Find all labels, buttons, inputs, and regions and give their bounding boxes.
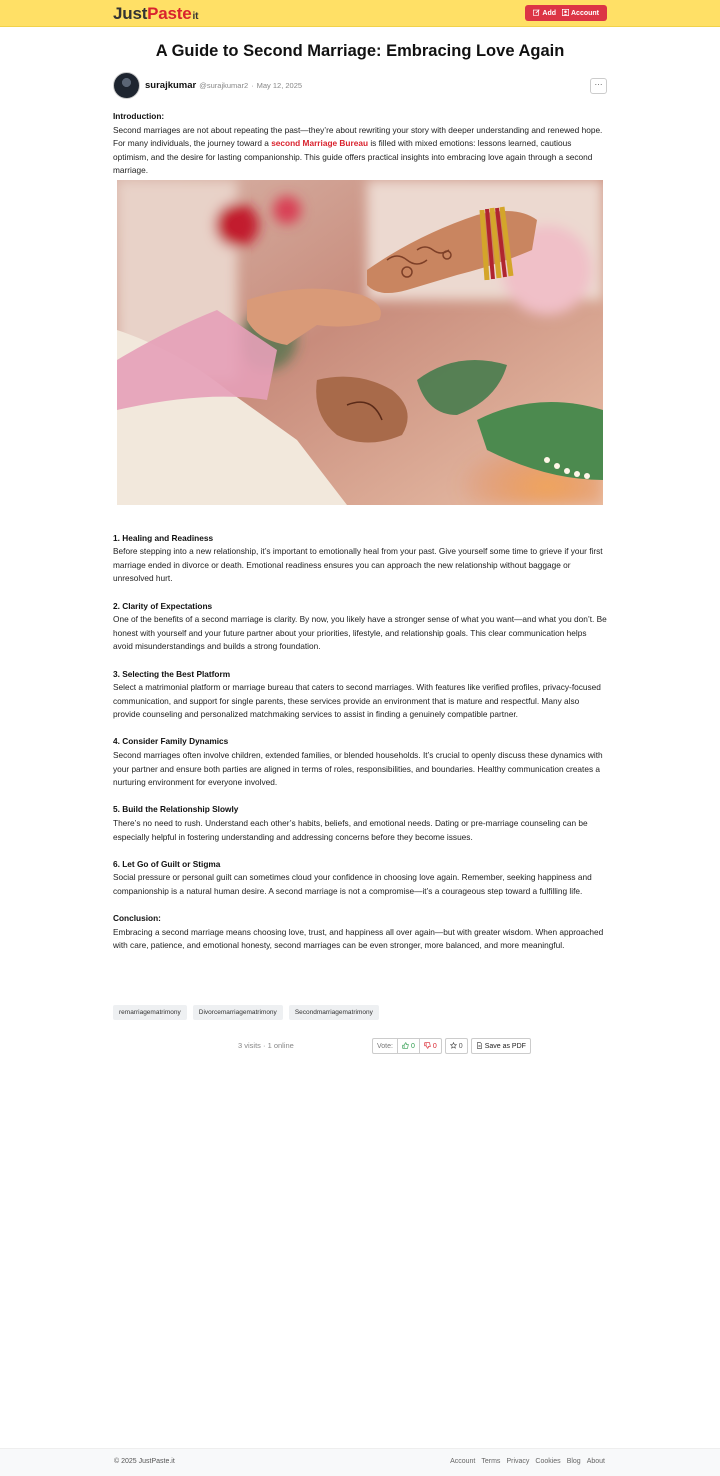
section-body: Before stepping into a new relationship, it’s important to emotionally heal from your past. Give yourself some time to grieve if your first marriage ended in divorce or death. Emotional readiness ensures you can approach the new relationship without baggage or unresolved hurt. xyxy=(113,546,603,584)
logo-it: it xyxy=(192,11,199,22)
tag-list xyxy=(113,1005,379,1020)
star-icon xyxy=(450,1042,457,1051)
intro-text-pre: Second marriages are not about repeating the past—they’re about rewriting your story with deeper understanding and renewed hope. For many individuals, the journey toward a xyxy=(113,124,603,149)
publish-date: May 12, 2025 xyxy=(256,81,303,90)
section-heading: 5. Build the Relationship Slowly xyxy=(113,804,239,815)
author-name[interactable]: surajkumar xyxy=(145,80,197,91)
section-body: One of the benefits of a second marriage is clarity. By now, you likely have a stronger sense of what you want—and what you don’t. Be honest with yourself and your future partner about your priorities, lifestyle, and relationship goals. This clear communication helps avoid misunderstandings and builds a strong foundation. xyxy=(113,614,607,652)
upvote-button[interactable] xyxy=(398,1039,420,1053)
section-heading: 4. Consider Family Dynamics xyxy=(113,736,229,747)
favorite-count: 0 xyxy=(458,1042,463,1050)
add-button-label: Add xyxy=(542,9,556,17)
account-button[interactable] xyxy=(559,9,602,18)
page-footer xyxy=(0,1448,720,1476)
justpaste-logo[interactable] xyxy=(113,4,198,24)
intro-paragraph xyxy=(113,124,607,178)
intro-heading: Introduction: xyxy=(113,111,165,121)
save-pdf-button[interactable] xyxy=(471,1038,531,1054)
section-3 xyxy=(113,668,607,722)
top-button-group xyxy=(525,5,607,21)
page-title: A Guide to Second Marriage: Embracing Love Again xyxy=(155,42,565,60)
section-4 xyxy=(113,735,607,789)
pdf-file-icon xyxy=(476,1042,483,1051)
wedding-ceremony-image xyxy=(117,180,603,505)
tag-chip[interactable]: Divorcemarriagematrimony xyxy=(193,1005,283,1020)
upvote-count: 0 xyxy=(410,1042,415,1050)
thumbs-down-icon xyxy=(424,1042,431,1051)
section-body: Embracing a second marriage means choosing love, trust, and happiness all over again—but with greater wisdom. When approached with care, patience, and emotional honesty, second marriages can be even stronger, more balanced, and more meaningful. xyxy=(113,926,604,951)
section-6 xyxy=(113,858,607,899)
add-button[interactable] xyxy=(530,9,559,18)
logo-just: Just xyxy=(113,4,148,23)
footer-link-about[interactable]: About xyxy=(586,1458,605,1465)
downvote-button[interactable] xyxy=(420,1039,441,1053)
avatar[interactable] xyxy=(113,72,140,99)
more-options-button[interactable]: ··· xyxy=(590,78,607,94)
user-icon xyxy=(562,9,569,18)
section-1 xyxy=(113,532,607,586)
account-button-label: Account xyxy=(571,9,599,17)
edit-icon xyxy=(533,9,540,18)
logo-paste: Paste xyxy=(147,4,192,23)
section-heading: Conclusion: xyxy=(113,913,161,924)
author-handle: @surajkumar2 xyxy=(199,81,249,90)
intro-text-post: is filled with mixed emotions: lessons learned, cautious optimism, and the desire for lasting companionship. This guide offers practical insights into embracing love again through a second marriage. xyxy=(113,138,593,176)
section-body: There’s no need to rush. Understand each other’s habits, beliefs, and emotional needs. Dating or pre-marriage counseling can be especially helpful in fostering understanding and addressing concerns before they become issues. xyxy=(113,818,588,842)
vote-label: Vote: xyxy=(373,1039,398,1053)
section-body: Select a matrimonial platform or marriage bureau that caters to second marriages. With features like verified profiles, privacy-focused communication, and support for single parents, these services provide an environment that is mature and respectful. Many also provide counseling and personalized matchmaking services to assist in finding a genuinely compatible partner. xyxy=(113,682,601,720)
vote-group xyxy=(372,1038,442,1054)
favorite-button[interactable] xyxy=(445,1038,468,1054)
section-5 xyxy=(113,803,607,844)
visit-stats: 3 visits · 1 online xyxy=(238,1041,294,1050)
copyright-text: © 2025 JustPaste.it xyxy=(114,1458,175,1465)
footer-link-blog[interactable]: Blog xyxy=(566,1458,581,1465)
author-bar xyxy=(113,72,302,99)
section-heading: 2. Clarity of Expectations xyxy=(113,600,213,611)
footer-links xyxy=(450,1458,605,1465)
section-heading: 3. Selecting the Best Platform xyxy=(113,668,231,679)
section-body: Second marriages often involve children, extended families, or blended households. It’s crucial to openly discuss these dynamics with your partner and ensure both parties are aligned in terms of roles, responsibilities, and boundaries. Healthy communication creates a nurturing environment for everyone involved. xyxy=(113,750,603,788)
footer-link-account[interactable]: Account xyxy=(450,1458,476,1465)
thumbs-up-icon xyxy=(402,1042,409,1051)
section-body: Social pressure or personal guilt can sometimes cloud your confidence in choosing love again. Remember, seeking happiness and companionship is a natural human desire. A second marriage is not a compromise—it’s a courageous step toward a fulfilling life. xyxy=(113,872,592,896)
footer-link-terms[interactable]: Terms xyxy=(481,1458,501,1465)
section-heading: 1. Healing and Readiness xyxy=(113,532,214,543)
second-marriage-bureau-link[interactable]: second Marriage Bureau xyxy=(271,138,369,149)
meta-separator: · xyxy=(251,81,254,90)
footer-link-cookies[interactable]: Cookies xyxy=(535,1458,561,1465)
tag-chip[interactable]: remarriagematrimony xyxy=(113,1005,187,1020)
section-2 xyxy=(113,600,607,654)
footer-link-privacy[interactable]: Privacy xyxy=(506,1458,530,1465)
top-navbar xyxy=(0,0,720,27)
conclusion-section xyxy=(113,912,607,953)
section-heading: 6. Let Go of Guilt or Stigma xyxy=(113,858,221,869)
vote-bar xyxy=(372,1038,531,1054)
downvote-count: 0 xyxy=(432,1042,437,1050)
tag-chip[interactable]: Secondmarriagematrimony xyxy=(289,1005,379,1020)
save-pdf-label: Save as PDF xyxy=(484,1042,526,1050)
